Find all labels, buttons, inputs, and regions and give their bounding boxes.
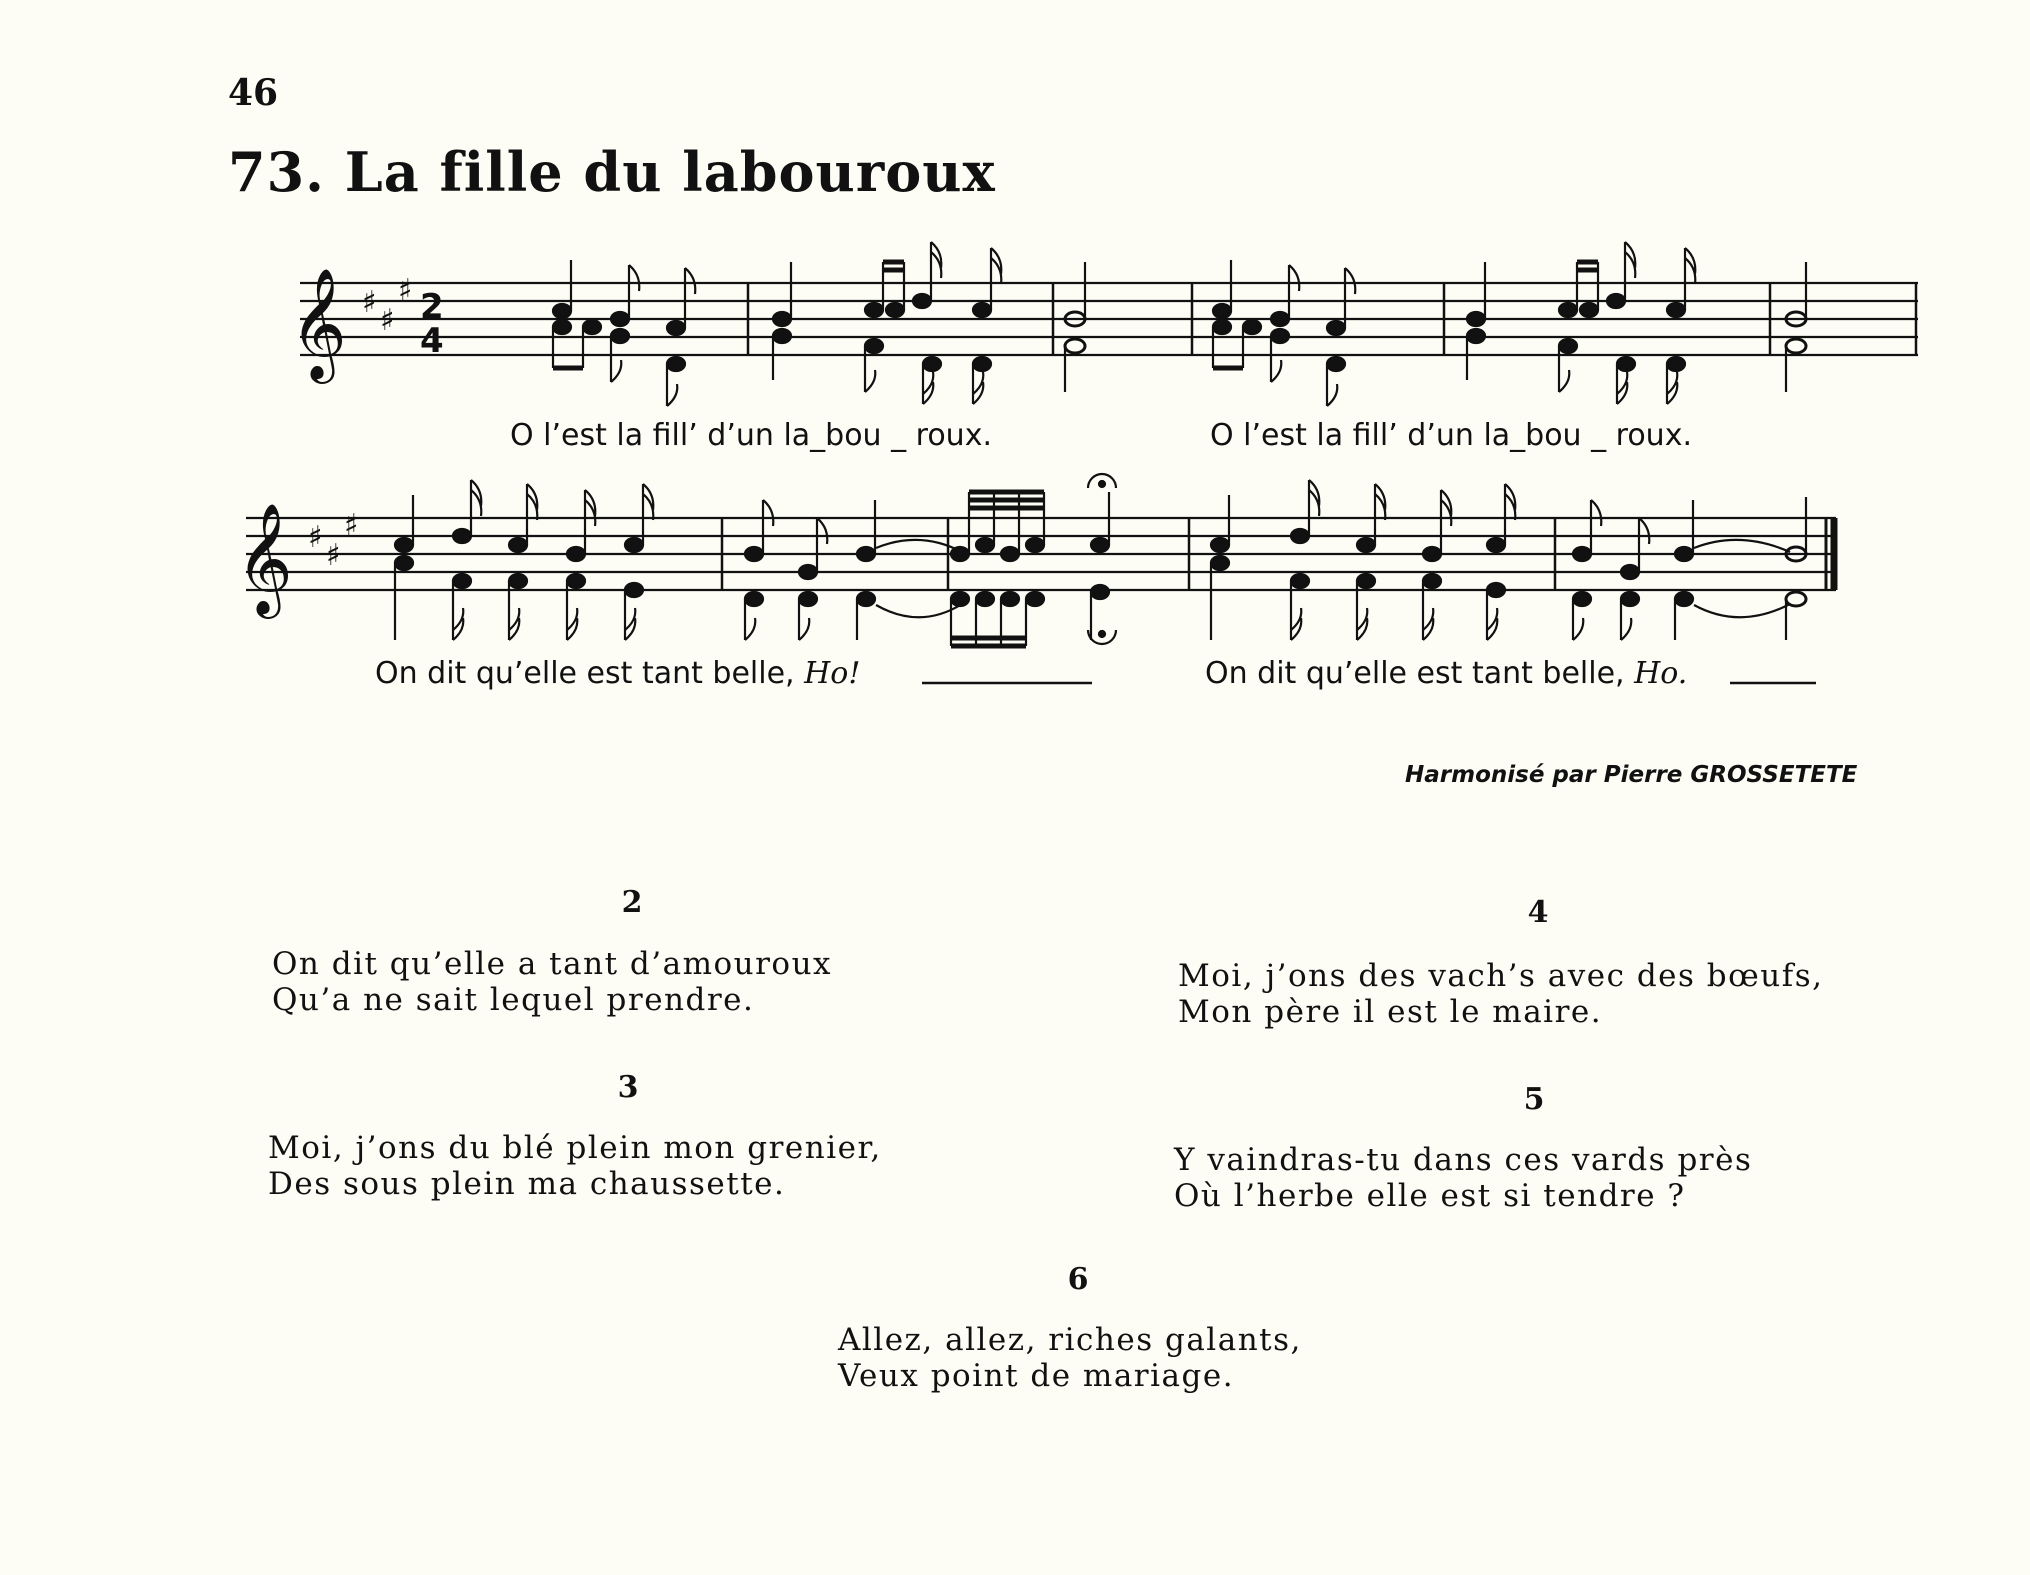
music-score xyxy=(0,0,2030,720)
verse-line: Y vaindras-tu dans ces vards près xyxy=(1174,1142,1753,1178)
verse-line: Veux point de mariage. xyxy=(838,1358,1235,1394)
verse-line: Moi, j’ons du blé plein mon grenier, xyxy=(268,1130,882,1166)
sharp-icon: ♯ xyxy=(308,520,323,555)
staff-system-2 xyxy=(246,518,1836,590)
lyric-line-2a xyxy=(375,656,860,691)
page-number: 46 xyxy=(228,72,279,114)
verse-number: 6 xyxy=(1067,1262,1089,1297)
treble-clef-icon: 𝄞 xyxy=(236,502,293,614)
lyric-line-1b: O l’est la fill’ d’un la_bou _ roux. xyxy=(1210,418,1692,453)
verse-line: Qu’a ne sait lequel prendre. xyxy=(272,982,755,1018)
sharp-icon: ♯ xyxy=(380,303,395,338)
verse-number: 5 xyxy=(1523,1082,1545,1117)
verse-line: On dit qu’elle a tant d’amouroux xyxy=(272,946,833,982)
staff-system-1 xyxy=(300,283,1918,355)
sharp-icon: ♯ xyxy=(326,538,341,573)
time-signature-top: 2 xyxy=(420,287,444,327)
lyric-line-2b-call: Ho. xyxy=(1634,656,1688,691)
verse-line: Des sous plein ma chaussette. xyxy=(268,1166,786,1202)
verse-line: Allez, allez, riches galants, xyxy=(838,1322,1302,1358)
lyric-line-2a-call: Ho! xyxy=(804,656,861,691)
harmonization-credit: Harmonisé par Pierre GROSSETETE xyxy=(1405,762,1858,788)
verse-line: Où l’herbe elle est si tendre ? xyxy=(1174,1178,1686,1214)
lyric-line-1a: O l’est la fill’ d’un la_bou _ roux. xyxy=(510,418,992,453)
verse-number: 4 xyxy=(1527,895,1549,930)
verse-number: 3 xyxy=(617,1070,639,1105)
verse-line: Mon père il est le maire. xyxy=(1178,994,1603,1030)
verse-number: 2 xyxy=(621,885,643,920)
sharp-icon: ♯ xyxy=(398,273,413,308)
verse-line: Moi, j’ons des vach’s avec des bœufs, xyxy=(1178,958,1824,994)
time-signature-bottom: 4 xyxy=(420,321,444,361)
sharp-icon: ♯ xyxy=(362,285,377,320)
lyric-line-2a-text: On dit qu’elle est tant belle, xyxy=(375,656,805,691)
sharp-icon: ♯ xyxy=(344,508,359,543)
song-title: 73. La fille du labouroux xyxy=(228,140,996,204)
lyric-line-2b xyxy=(1205,656,1687,691)
treble-clef-icon: 𝄞 xyxy=(290,267,347,379)
lyric-line-2b-text: On dit qu’elle est tant belle, xyxy=(1205,656,1635,691)
